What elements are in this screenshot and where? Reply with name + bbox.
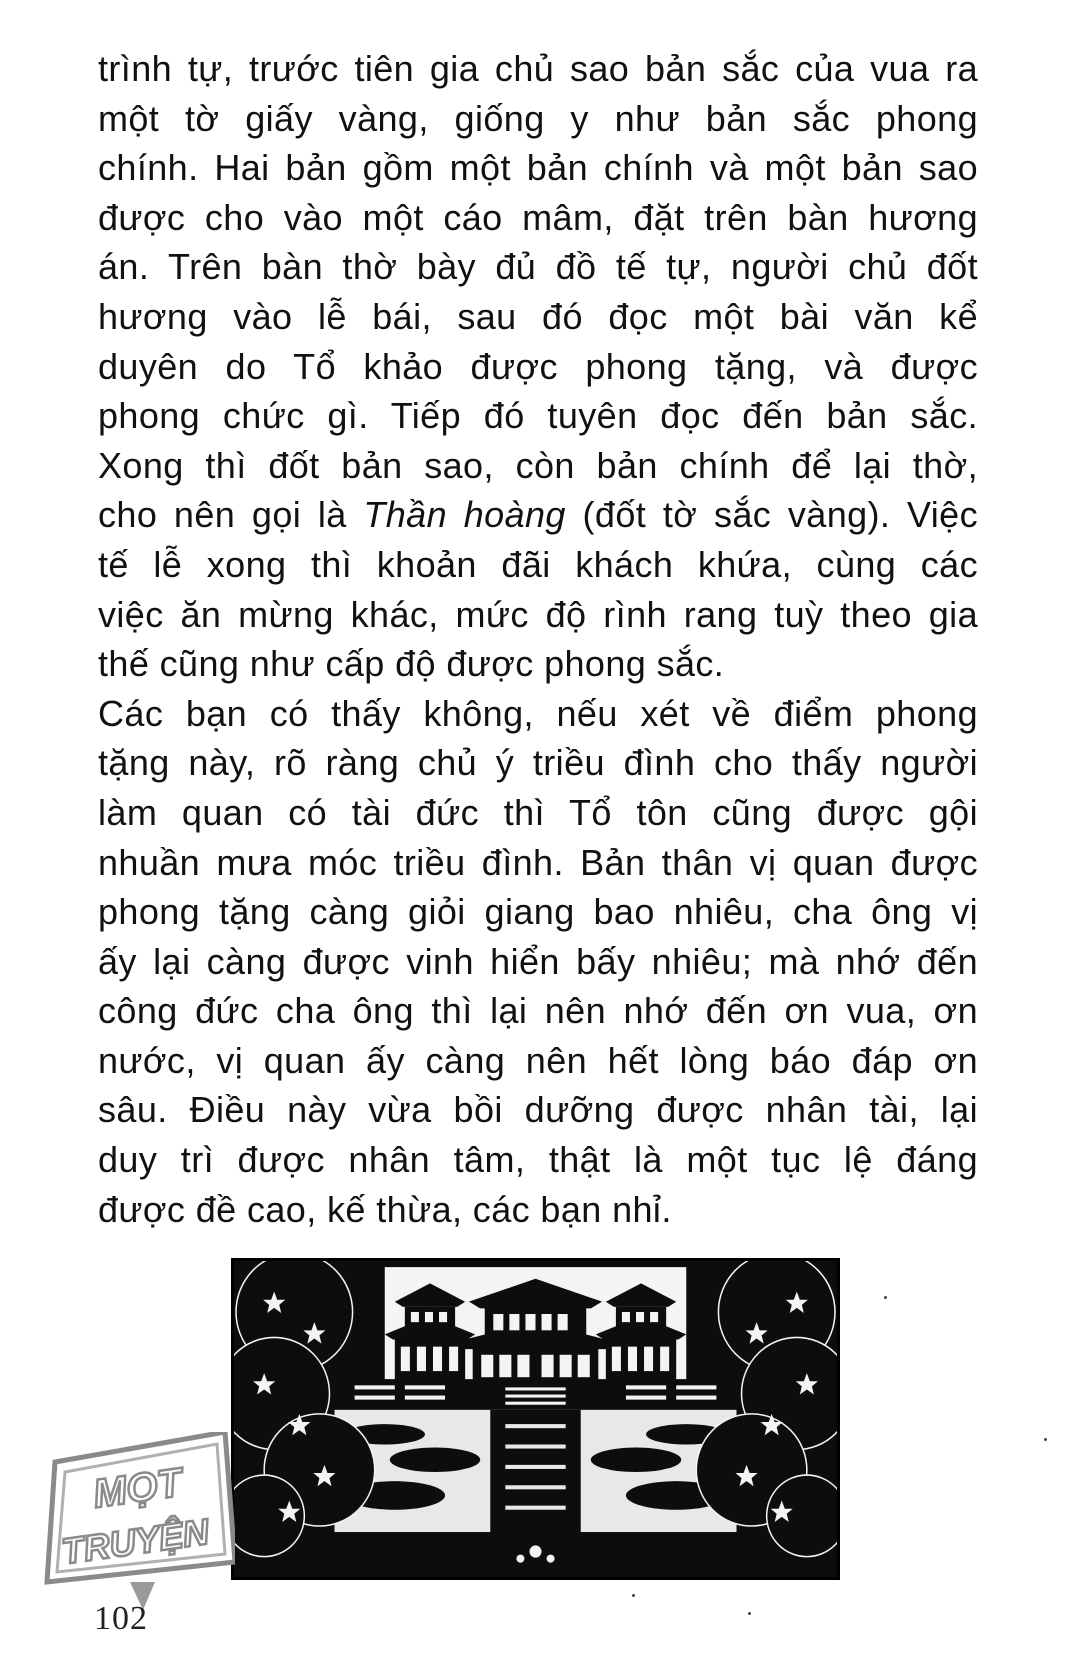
text-line: án. Trên bàn thờ bày đủ đồ tế tự, người chủ đốt	[98, 246, 978, 288]
text-run: cho nên gọi là	[98, 494, 364, 536]
body-text	[98, 44, 978, 1234]
text-line: sâu. Điều này vừa bồi dưỡng được nhân tài, lại	[98, 1089, 978, 1131]
text-line: phong tặng càng giỏi giang bao nhiêu, cha ông vị	[98, 891, 978, 933]
text-line: việc ăn mừng khác, mức độ rình rang tuỳ theo gia	[98, 593, 978, 635]
text-line: Các bạn có thấy không, nếu xét về điểm phong	[98, 692, 978, 734]
text-line: Xong thì đốt bản sao, còn bản chính để lại thờ,	[98, 444, 978, 486]
text-line: chính. Hai bản gồm một bản chính và một bản sao	[98, 147, 978, 189]
text-line: được đề cao, kế thừa, các bạn nhỉ.	[98, 1188, 672, 1230]
text-line: ấy lại càng được vinh hiển bấy nhiêu; mà nhớ đến	[98, 940, 978, 982]
watermark-line1: MỌT	[90, 1460, 185, 1517]
text-line: thế cũng như cấp độ được phong sắc.	[98, 643, 725, 685]
text-line: phong chức gì. Tiếp đó tuyên đọc đến bản sắc.	[98, 395, 978, 437]
text-line-with-italic	[98, 490, 978, 540]
text-line: công đức cha ông thì lại nên nhớ đến ơn vua, ơn	[98, 990, 978, 1032]
text-line: hương vào lễ bái, sau đó đọc một bài văn kể	[98, 295, 978, 337]
watermark-logo	[35, 1432, 235, 1610]
text-line: được cho vào một cáo mâm, đặt trên bàn hương	[98, 196, 978, 238]
text-line: duyên do Tổ khảo được phong tặng, và được	[98, 345, 978, 387]
text-line: nước, vị quan ấy càng nên hết lòng báo đáp ơn	[98, 1039, 978, 1081]
paper-speck	[748, 1612, 751, 1615]
paper-speck	[884, 1296, 887, 1299]
palace-scene-graphic	[234, 1261, 837, 1577]
text-line: nhuần mưa móc triều đình. Bản thân vị quan được	[98, 841, 978, 883]
paper-speck	[632, 1594, 635, 1597]
text-line: tặng này, rõ ràng chủ ý triều đình cho thấy người	[98, 742, 978, 784]
watermark-line2: TRUYỆN	[59, 1510, 212, 1572]
watermark-graphic	[35, 1432, 235, 1610]
papercut-palace-illustration	[231, 1258, 840, 1580]
text-line: duy trì được nhân tâm, thật là một tục lệ đáng	[98, 1139, 978, 1181]
text-line: trình tự, trước tiên gia chủ sao bản sắc của vua ra	[98, 48, 978, 89]
italic-term: Thần hoàng	[363, 494, 566, 536]
text-line: làm quan có tài đức thì Tổ tôn cũng được gội	[98, 791, 978, 833]
text-line: một tờ giấy vàng, giống y như bản sắc phong	[98, 97, 978, 139]
page-number: 102	[94, 1600, 148, 1637]
text-run: (đốt tờ sắc vàng). Việc	[565, 494, 978, 536]
paper-speck	[1044, 1438, 1047, 1441]
text-line: tế lễ xong thì khoản đãi khách khứa, cùng các	[98, 543, 978, 585]
